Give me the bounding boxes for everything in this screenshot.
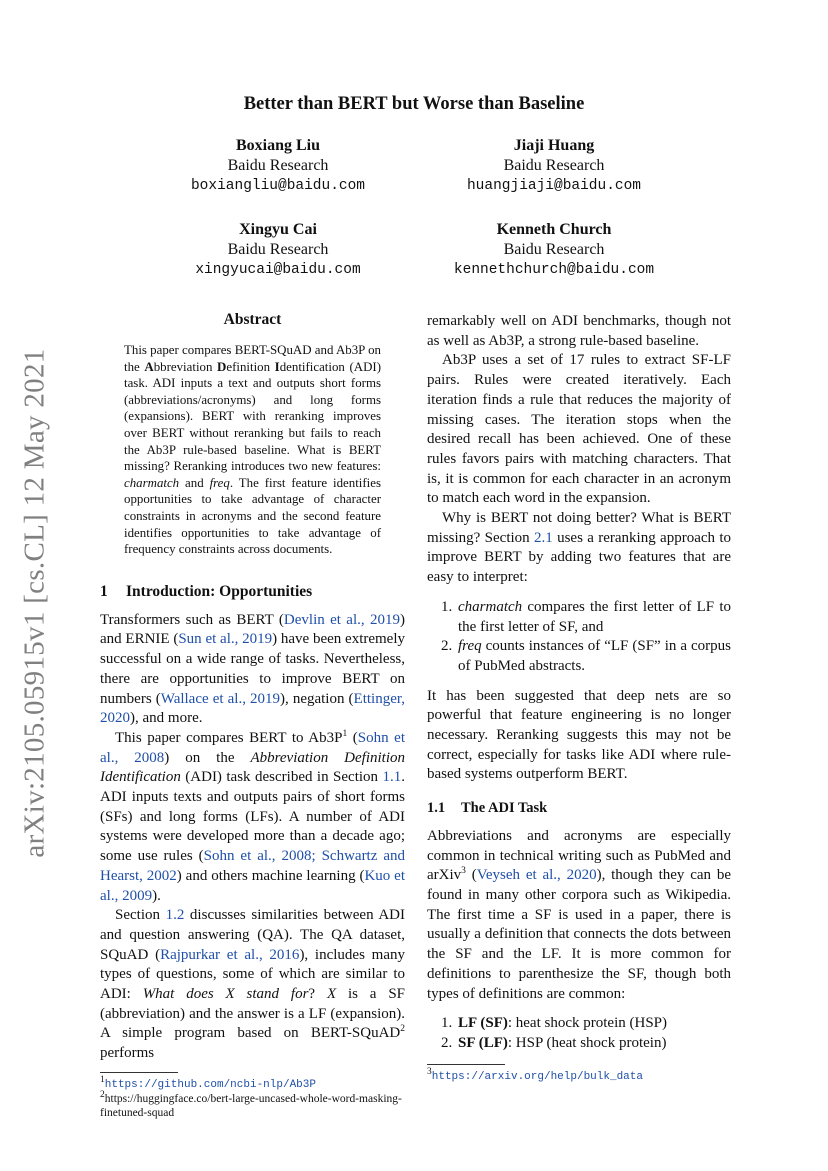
paragraph: It has been suggested that deep nets are so powerful that feature engineering is no longer necessary. Reranking suggests this may not be correct, especially for tasks like ADI where rule-based systems outperform BERT. xyxy=(427,687,731,783)
paper-title: Better than BERT but Worse than Baseline xyxy=(243,94,585,114)
paragraph: Ab3P uses a set of 17 rules to extract SF-LF pairs. Rules were created iteratively. Each iteration finds a rule that reduces the majority of missing cases. The iteration stops when the desired recall has been achieved. One of these rules favors pairs with matching characters. That is, it is common for each character in an acronym to match each word in the expansion. xyxy=(427,352,731,507)
author-email: xingyucai@baidu.com xyxy=(195,262,361,278)
paragraph: Transformers such as BERT (Devlin et al., 2019) and ERNIE (Sun et al., 2019) have been extremely successful on a wide range of tasks. Nevertheless, there are opportunities to improve BERT on numbers (Wallace et al., 2019), negation (Ettinger, 2020), and more. xyxy=(100,611,406,727)
list-item: 2. SF (LF): HSP (heat shock protein) xyxy=(441,1034,667,1051)
author-email: boxiangliu@baidu.com xyxy=(190,178,366,194)
footnote-link[interactable]: https://huggingface.co/bert-large-uncased-whole-word-masking-finetuned-squad xyxy=(100,1092,402,1119)
author-email: kennethchurch@baidu.com xyxy=(453,262,655,278)
footnote-link[interactable]: https://github.com/ncbi-nlp/Ab3P xyxy=(104,1078,316,1091)
abstract-body: This paper compares BERT-SQuAD and Ab3P on the Abbreviation Definition Identification (ADI) task. ADI inputs a text and outputs short forms (abbreviations/acronyms) and long forms (expansions). BERT with reranking improves over BERT without reranking but fails to reach the Ab3P rule-based baseline. What is BERT missing? Reranking introduces two new features: charmatch and freq. The first feature identifies opportunities to take advantage of character constraints in acronyms and the second feature identifies opportunities to take advantage of frequency constraints across documents. xyxy=(124,343,381,557)
paragraph: Section 1.2 discusses similarities between ADI and question answering (QA). The QA dataset, SQuAD (Rajpurkar et al., 2016), includes many types of questions, some of which are similar to ADI: What does X stand for? X is a SF (abbreviation) and the answer is a LF (expansion). A simple program based on BERT-SQuAD$^2$ performs xyxy=(100,907,406,1062)
author-name: Kenneth Church xyxy=(496,221,612,238)
section-ref-link[interactable]: 2.1 xyxy=(534,529,553,546)
section-ref-link[interactable]: 1.1 xyxy=(382,769,402,786)
footnote: $^3$https://arxiv.org/help/bulk_data xyxy=(427,1066,643,1083)
arxiv-id: arXiv:2105.05915v1 [cs.CL] 12 May 2021 xyxy=(18,347,51,858)
list-item: 1. charmatch compares the first letter of LF to the first letter of SF, and xyxy=(441,598,731,635)
citation-link[interactable]: Veyseh et al., 2020 xyxy=(476,867,597,884)
citation-link[interactable]: Sun et al., 2019 xyxy=(178,631,273,648)
author-affiliation: Baidu Research xyxy=(227,157,329,174)
citation-link[interactable]: Rajpurkar et al., 2016 xyxy=(160,946,300,963)
author-affiliation: Baidu Research xyxy=(503,241,605,258)
author-email: huangjiaji@baidu.com xyxy=(466,178,642,194)
author-block xyxy=(128,220,428,280)
paragraph: remarkably well on ADI benchmarks, though not as well as Ab3P, a strong rule-based baseline. xyxy=(427,313,731,349)
citation-link[interactable]: Wallace et al., 2019 xyxy=(160,690,281,707)
author-name: Boxiang Liu xyxy=(235,137,321,154)
footnote: $^1$https://github.com/ncbi-nlp/Ab3P xyxy=(100,1075,316,1091)
footnote-rule xyxy=(427,1064,505,1065)
author-block xyxy=(404,136,704,196)
footnote-mark[interactable]: 3 xyxy=(461,866,466,877)
arxiv-stamp xyxy=(10,347,60,858)
author-name: Jiaji Huang xyxy=(513,137,595,154)
list-item: 2. freq counts instances of “LF (SF” in a corpus of PubMed abstracts. xyxy=(441,638,731,674)
footnote-mark[interactable]: 2 xyxy=(400,1024,405,1035)
abstract-heading: Abstract xyxy=(223,311,282,328)
section-ref-link[interactable]: 1.2 xyxy=(165,907,185,924)
footnote-rule xyxy=(100,1072,178,1073)
footnote-link[interactable]: https://arxiv.org/help/bulk_data xyxy=(431,1070,643,1083)
citation-link[interactable]: Sohn et al., 2008; Schwartz and Hearst, 2002 xyxy=(100,848,405,884)
author-affiliation: Baidu Research xyxy=(503,157,605,174)
feature-list xyxy=(427,598,731,677)
left-column xyxy=(100,582,405,1120)
author-block xyxy=(128,136,428,196)
definition-list xyxy=(427,1014,731,1053)
citation-link[interactable]: Devlin et al., 2019 xyxy=(283,611,400,628)
right-column xyxy=(427,312,731,1084)
subsection-heading: 1.1 The ADI Task xyxy=(427,800,548,817)
citation-link[interactable]: Kuo et al., 2009 xyxy=(100,867,405,904)
citation-link[interactable]: Ettinger, 2020 xyxy=(100,690,406,727)
author-affiliation: Baidu Research xyxy=(227,241,329,258)
footnote-mark[interactable]: 1 xyxy=(342,728,348,739)
paragraph: This paper compares BERT to $Ab3P^1$ (Sohn et al., 2008) on the Abbreviation Definition Identification (ADI) task described in Section 1.1. ADI inputs texts and outputs pairs of short forms (SFs) and long forms (LFs). A number of ADI systems were developed more than a decade ago; some use rules (Sohn et al., 2008; Schwartz and Hearst, 2002) and others machine learning (Kuo et al., 2009). xyxy=(100,728,405,904)
footnote: $^2$https://huggingface.co/bert-large-uncased-whole-word-masking-finetuned-squad xyxy=(100,1090,402,1119)
list-item: 1. LF (SF): heat shock protein (HSP) xyxy=(441,1015,667,1032)
section-heading: 1 Introduction: Opportunities xyxy=(100,583,313,600)
paragraph: Why is BERT not doing better? What is BERT missing? Section 2.1 uses a reranking approach to improve BERT by adding two features that are easy to interpret: xyxy=(427,510,732,586)
author-block xyxy=(404,220,704,280)
paragraph: Abbreviations and acronyms are especially common in technical writing such as PubMed and arXiv$^3$ (Veyseh et al., 2020), though they can be found in many other corpora such as Wikipedia. The first time a SF is used in a paper, there is usually a definition that connects the dots between the SF and the LF. It is more common for definitions to parenthesize the SF, though both types of definitions are common: xyxy=(427,827,731,1002)
author-name: Xingyu Cai xyxy=(239,221,317,238)
citation-link[interactable]: Sohn et al., 2008 xyxy=(100,729,405,766)
